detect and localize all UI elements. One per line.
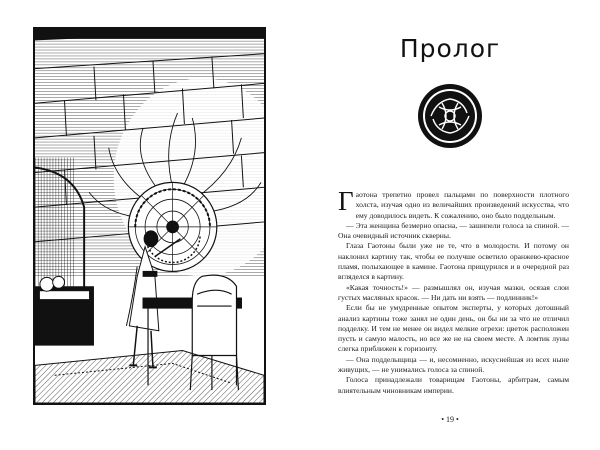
chapter-body bbox=[338, 186, 569, 396]
emblem-icon bbox=[417, 83, 483, 149]
illustration-artwork bbox=[35, 29, 264, 403]
paragraph: Глаза Гаотоны были уже не те, что в молодости. И потому он наклонил картину так, чтобы ее получше осветило оранжево-красное пламя, полыхающее в камине. Гаотона прищурился и в очередной раз вгляделся в картину. bbox=[338, 241, 569, 282]
paragraph: Если бы не умудренные опытом эксперты, у которых дотошный анализ картины тоже занял не один день, он бы ни за что не отличил подделку. И тем не менее он видел мелкие огрехи: цветок расположен пусть и самую малость, но все же не на своем месте. А ломтик луны слегка приближен к горизонту. bbox=[338, 303, 569, 354]
dropcap: Г bbox=[338, 186, 354, 216]
paragraph: Голоса принадлежали товарищам Гаотоны, арбитрам, самым влиятельным чиновникам империи. bbox=[338, 375, 569, 395]
page-number: • 19 • bbox=[441, 415, 459, 424]
chapter-title: Пролог bbox=[399, 34, 501, 63]
chapter-illustration bbox=[33, 27, 266, 405]
paragraph: — Эта женщина безмерно опасна, — зашипели голоса за спиной. — Она очевидный источник скверны. bbox=[338, 220, 569, 241]
paragraph: «Какая точность!» — размышлял он, изучая мазки, осязая слои густых масляных красок. — Ни дать ни взять — подлинник!» bbox=[338, 282, 569, 302]
paragraph: Гаотона трепетно провел пальцами по поверхности плотного холста, изучая одно из величайших произведений искусства, что ему доводилось видеть. К сожалению, оно было поддельным. bbox=[338, 186, 569, 220]
paragraph: — Она подделыщица — и, несомненно, искуснейшая из всех ныне живущих, — не унимались голоса за спиной. bbox=[338, 354, 569, 375]
